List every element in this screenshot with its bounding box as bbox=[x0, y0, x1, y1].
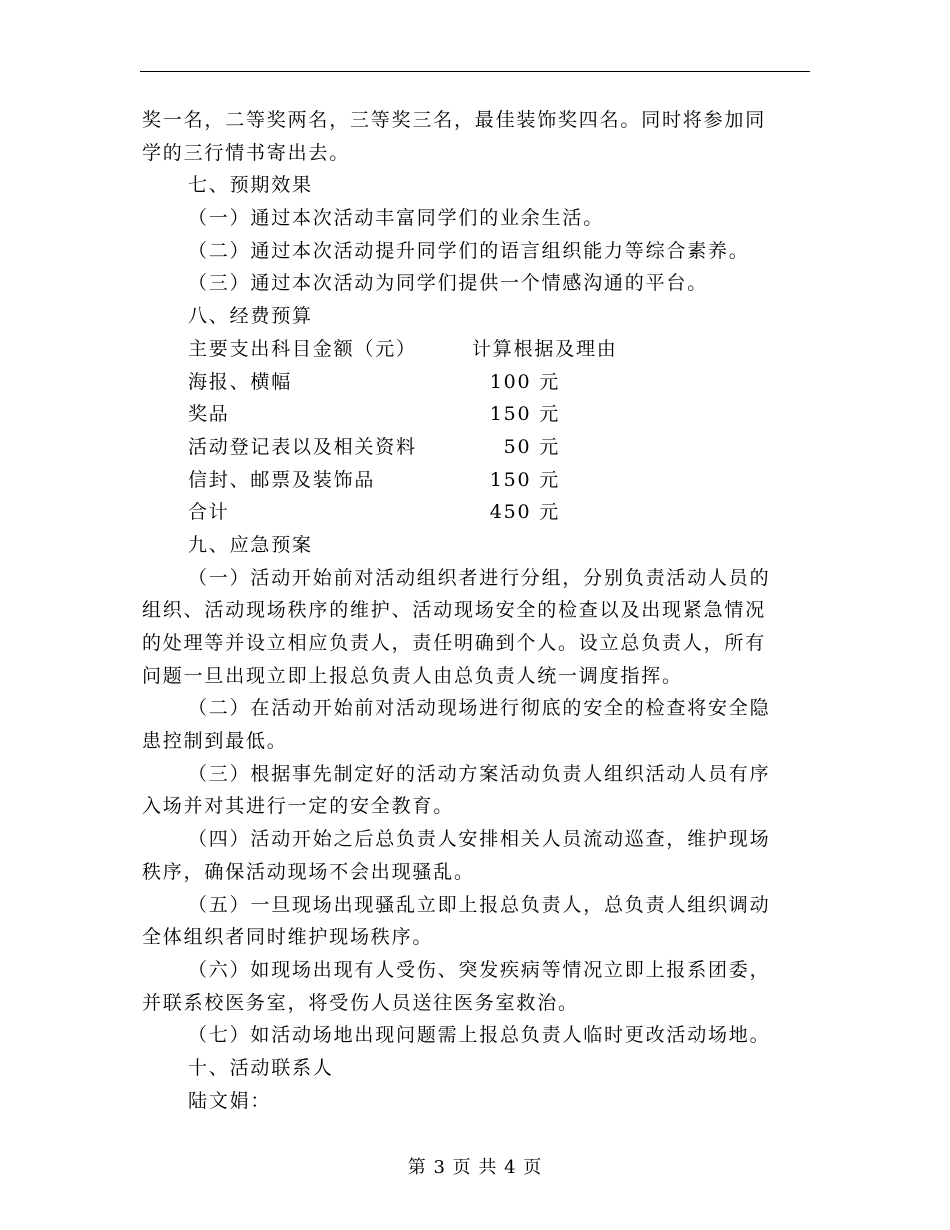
text-line: 学的三行情书寄出去。 bbox=[142, 141, 351, 164]
text-line: （七）如活动场地出现问题需上报总负责人临时更改活动场地。 bbox=[188, 1024, 771, 1047]
text-line: 组织、活动现场秩序的维护、活动现场安全的检查以及出现紧急情况 bbox=[142, 599, 767, 622]
text-line: 并联系校医务室，将受伤人员送往医务室救治。 bbox=[142, 991, 579, 1014]
budget-header-right: 计算根据及理由 bbox=[472, 337, 618, 360]
text-line: 八、经费预算 bbox=[188, 305, 313, 328]
budget-header-left: 主要支出科目金额（元） bbox=[188, 337, 417, 360]
text-line: （一）活动开始前对活动组织者进行分组，分别负责活动人员的 bbox=[188, 566, 771, 589]
budget-amount: 50 元 bbox=[503, 435, 560, 458]
text-line: （三）根据事先制定好的活动方案活动负责人组织活动人员有序 bbox=[188, 762, 771, 785]
text-line: 入场并对其进行一定的安全教育。 bbox=[142, 795, 455, 818]
page-number: 第 3 页 共 4 页 bbox=[407, 1157, 543, 1178]
budget-amount: 150 元 bbox=[489, 403, 560, 426]
top-paragraphs bbox=[142, 104, 812, 333]
text-line: （五）一旦现场出现骚乱立即上报总负责人，总负责人组织调动 bbox=[188, 893, 771, 916]
text-line: 奖一名，二等奖两名，三等奖三名，最佳装饰奖四名。同时将参加同 bbox=[142, 109, 767, 131]
budget-amount: 100 元 bbox=[489, 370, 560, 393]
bottom-paragraphs bbox=[142, 529, 812, 1117]
budget-table bbox=[142, 366, 812, 529]
text-line: （四）活动开始之后总负责人安排相关人员流动巡查，维护现场 bbox=[188, 828, 771, 851]
text-line: 全体组织者同时维护现场秩序。 bbox=[142, 926, 434, 949]
budget-row bbox=[142, 431, 812, 464]
budget-amount: 450 元 bbox=[489, 501, 560, 524]
budget-row bbox=[142, 366, 812, 399]
header-rule bbox=[140, 71, 810, 72]
document-body bbox=[142, 104, 812, 1117]
budget-item: 海报、横幅 bbox=[188, 370, 293, 393]
budget-item: 信封、邮票及装饰品 bbox=[188, 468, 376, 491]
budget-row bbox=[142, 464, 812, 497]
text-line: （二）通过本次活动提升同学们的语言组织能力等综合素养。 bbox=[188, 239, 750, 262]
text-line: 秩序，确保活动现场不会出现骚乱。 bbox=[142, 860, 475, 883]
text-line: （三）通过本次活动为同学们提供一个情感沟通的平台。 bbox=[188, 272, 709, 295]
text-line: （二）在活动开始前对活动现场进行彻底的安全的检查将安全隐 bbox=[188, 697, 771, 720]
budget-item: 合计 bbox=[188, 501, 230, 524]
text-line: 的处理等并设立相应负责人，责任明确到个人。设立总负责人，所有 bbox=[142, 632, 767, 654]
budget-amount: 150 元 bbox=[489, 468, 560, 491]
budget-header bbox=[142, 333, 812, 366]
text-line: 七、预期效果 bbox=[188, 174, 313, 197]
budget-row bbox=[142, 496, 812, 529]
text-line: 十、活动联系人 bbox=[188, 1056, 334, 1079]
text-line: 九、应急预案 bbox=[188, 533, 313, 556]
text-line: 陆文娟： bbox=[188, 1089, 272, 1112]
budget-item: 活动登记表以及相关资料 bbox=[188, 435, 417, 458]
text-line: （六）如现场出现有人受伤、突发疾病等情况立即上报系团委， bbox=[188, 958, 771, 981]
budget-item: 奖品 bbox=[188, 403, 230, 426]
text-line: 问题一旦出现立即上报总负责人由总负责人统一调度指挥。 bbox=[142, 664, 683, 687]
text-line: 患控制到最低。 bbox=[142, 730, 288, 753]
text-line: （一）通过本次活动丰富同学们的业余生活。 bbox=[188, 207, 605, 230]
budget-row bbox=[142, 398, 812, 431]
